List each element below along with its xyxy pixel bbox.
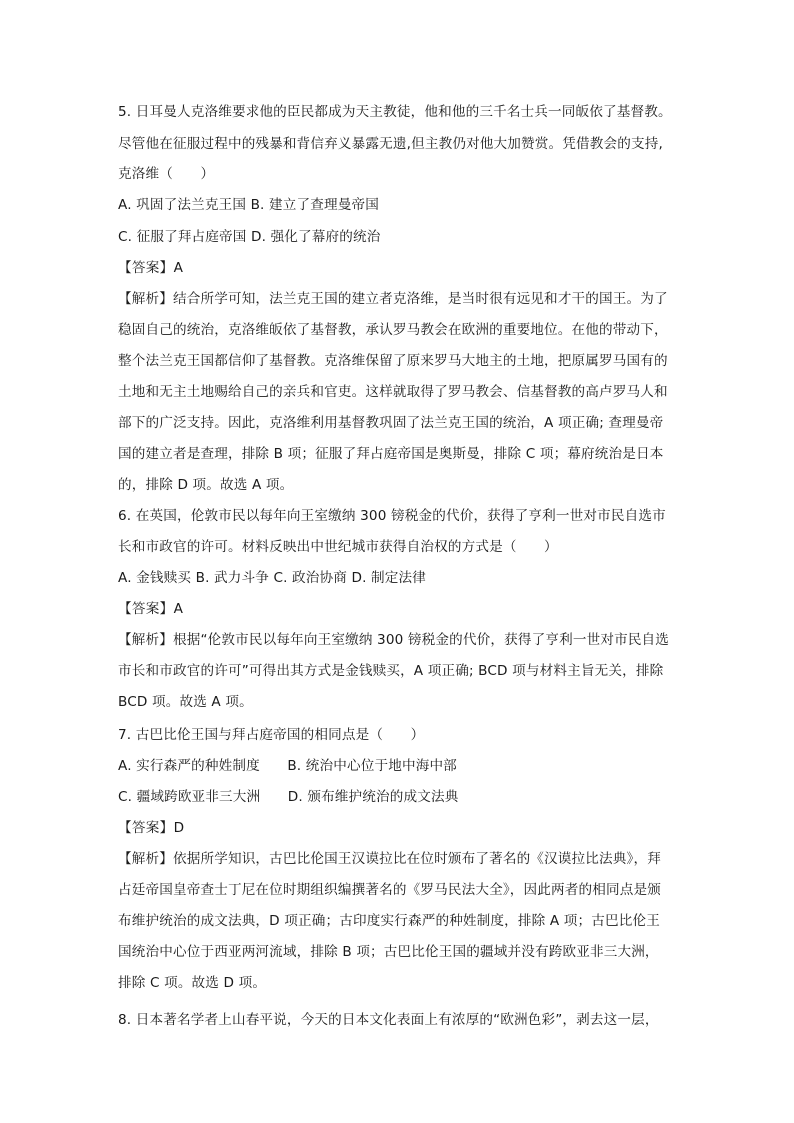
q5-analysis-line-5: 部下的广泛支持。因此，克洛维利用基督教巩固了法兰克王国的统治，A 项正确; 查理曼帝 (118, 415, 664, 431)
q5-stem-line-2: 尽管他在征服过程中的残暴和背信弃义暴露无遗,但主教仍对他大加赞赏。凭借教会的支持, (118, 136, 663, 152)
q5-analysis-line-4: 土地和无主土地赐给自己的亲兵和官吏。这样就取得了罗马教会、信基督教的高卢罗马人和 (118, 384, 668, 400)
q8-stem-line-1: 8. 日本著名学者上山春平说，今天的日本文化表面上有浓厚的“欧洲色彩”，剥去这一层， (118, 1012, 659, 1028)
q6-options: A. 金钱赎买 B. 武力斗争 C. 政治协商 D. 制定法律 (118, 570, 427, 586)
q5-analysis-line-2: 稳固自己的统治，克洛维皈依了基督教，承认罗马教会在欧洲的重要地位。在他的带动下， (118, 322, 668, 338)
q7-analysis-line-2: 占廷帝国皇帝查士丁尼在位时期组织编撰著名的《罗马民法大全》，因此两者的相同点是颁 (118, 882, 661, 898)
q7-analysis-line-3: 布维护统治的成文法典，D 项正确；古印度实行森严的种姓制度，排除 A 项；古巴比伦王 (118, 913, 660, 929)
q6-stem-line-2: 长和市政官的许可。材料反映出中世纪城市获得自治权的方式是（ ） (118, 539, 558, 555)
q7-options-ab: A. 实行森严的种姓制度 B. 统治中心位于地中海中部 (118, 758, 457, 774)
q5-options-ab: A. 巩固了法兰克王国 B. 建立了查理曼帝国 (118, 197, 379, 213)
q5-answer: 【答案】A (118, 260, 184, 276)
q5-stem-line-1: 5. 日耳曼人克洛维要求他的臣民都成为天主教徒，他和他的三千名士兵一同皈依了基督教。 (118, 104, 672, 120)
q5-analysis-line-1: 【解析】结合所学可知，法兰克王国的建立者克洛维，是当时很有远见和才干的国王。为了 (118, 291, 668, 307)
q5-stem-line-3: 克洛维（ ） (118, 166, 215, 182)
q5-analysis-line-6: 国的建立者是查理，排除 B 项；征服了拜占庭帝国是奥斯曼，排除 C 项；幕府统治是日本 (118, 446, 664, 462)
q6-stem-line-1: 6. 在英国，伦敦市民以每年向王室缴纳 300 镑税金的代价，获得了亨利一世对市民自选市 (118, 508, 666, 524)
q5-options-cd: C. 征服了拜占庭帝国 D. 强化了幕府的统治 (118, 229, 381, 245)
q6-analysis-line-3: BCD 项。故选 A 项。 (118, 694, 253, 710)
q7-stem: 7. 古巴比伦王国与拜占庭帝国的相同点是（ ） (118, 727, 425, 743)
q6-answer: 【答案】A (118, 601, 184, 617)
q5-analysis-line-7: 的，排除 D 项。故选 A 项。 (118, 477, 294, 493)
q7-analysis-line-1: 【解析】依据所学知识，古巴比伦国王汉谟拉比在位时颁布了著名的《汉谟拉比法典》，拜 (118, 851, 661, 867)
q7-answer: 【答案】D (118, 820, 185, 836)
q6-analysis-line-2: 市长和市政官的许可”可得出其方式是金钱赎买，A 项正确; BCD 项与材料主旨无关，排除 (118, 663, 664, 679)
q5-analysis-line-3: 整个法兰克王国都信仰了基督教。克洛维保留了原来罗马大地主的土地，把原属罗马国有的 (118, 353, 668, 369)
q7-analysis-line-5: 排除 C 项。故选 D 项。 (118, 975, 267, 991)
q7-analysis-line-4: 国统治中心位于西亚两河流域，排除 B 项；古巴比伦王国的疆域并没有跨欧亚非三大洲， (118, 944, 659, 960)
q7-options-cd: C. 疆域跨欧亚非三大洲 D. 颁布维护统治的成文法典 (118, 789, 459, 805)
q6-analysis-line-1: 【解析】根据“伦敦市民以每年向王室缴纳 300 镑税金的代价，获得了亨利一世对市民自选 (118, 632, 670, 648)
